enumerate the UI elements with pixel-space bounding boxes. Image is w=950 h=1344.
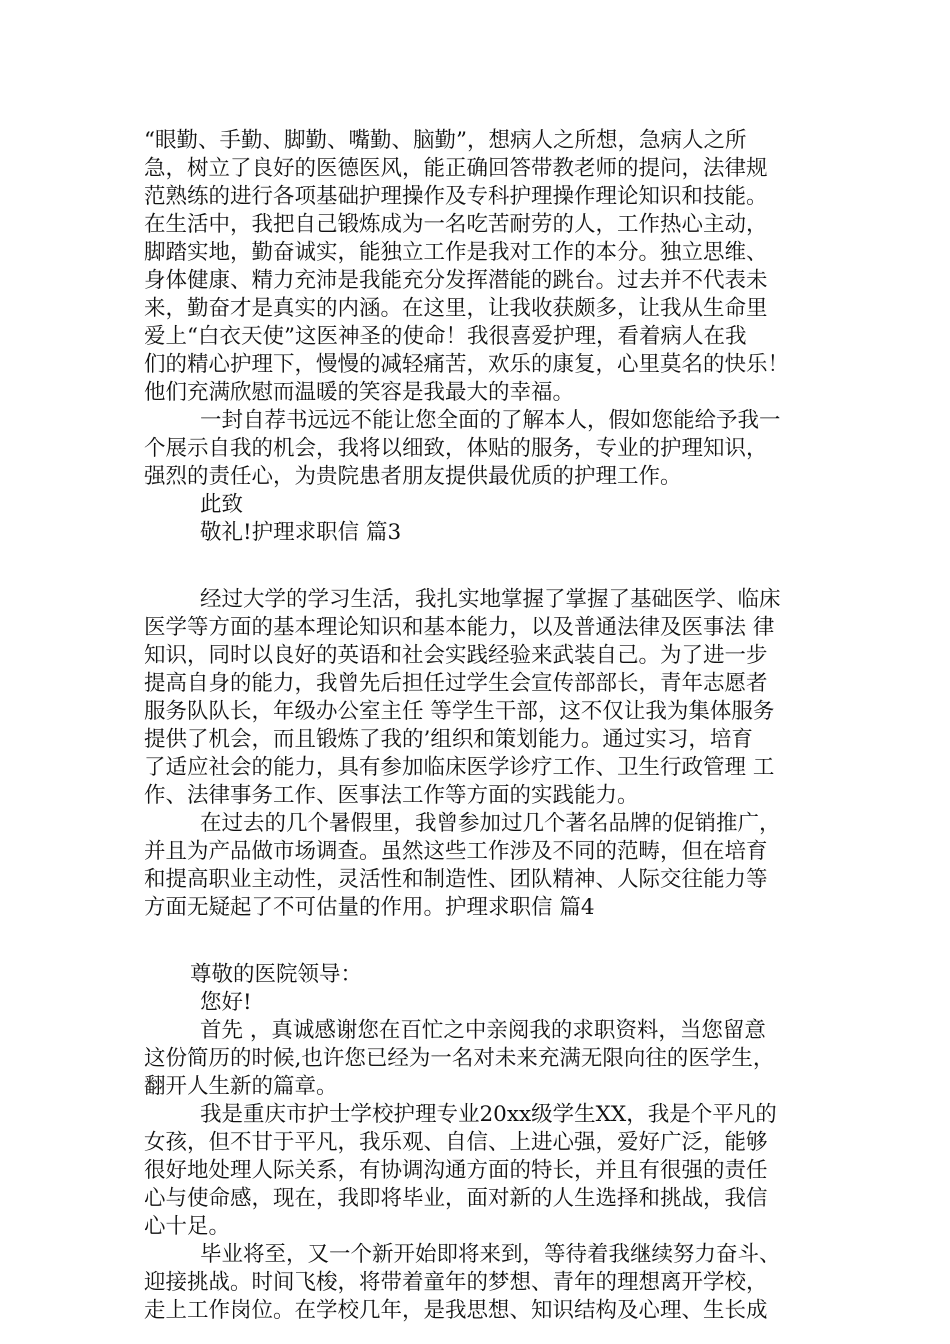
paragraph-start-line: 毕业将至，又一个新开始即将来到，等待着我继续努力奋斗、: [200, 1242, 781, 1267]
text-line: 急，树立了良好的医德医风，能正确回答带教老师的提问，法律规: [144, 156, 768, 181]
paragraph-start-line: 我是重庆市护士学校护理专业20xx级学生XX，我是个平凡的: [200, 1102, 777, 1127]
paragraph-start-line: 一封自荐书远远不能让您全面的了解本人，假如您能给予我一: [200, 408, 781, 433]
text-line: 在生活中，我把自己锻炼成为一名吃苦耐劳的人，工作热心主动，: [144, 212, 768, 237]
text-line: 身体健康、精力充沛是我能充分发挥潜能的跳台。过去并不代表未: [144, 268, 768, 293]
text-line: 提高自身的能力，我曾先后担任过学生会宣传部部长，青年志愿者: [144, 671, 768, 696]
text-line: 他们充满欣慰而温暖的笑容是我最大的幸福。: [144, 380, 575, 405]
closing-line: 此致: [200, 492, 244, 517]
paragraph-start-line: 在过去的几个暑假里，我曾参加过几个著名品牌的促销推广，: [200, 811, 781, 836]
text-line: 医学等方面的基本理论知识和基本能力，以及普通法律及医事法 律: [144, 615, 775, 640]
text-line: 走上工作岗位。在学校几年，是我思想、知识结构及心理、生长成: [144, 1298, 768, 1323]
text-line: 爱上“白衣天使”这医神圣的使命！我很喜爱护理，看着病人在我: [144, 324, 747, 349]
text-line: 这份简历的时候,也许您已经为一名对未来充满无限向往的医学生，: [144, 1046, 775, 1071]
text-line: “眼勤、手勤、脚勤、嘴勤、脑勤”，想病人之所想，急病人之所: [144, 128, 747, 153]
text-line: 并且为产品做市场调查。虽然这些工作涉及不同的范畴，但在培育: [144, 839, 768, 864]
salutation-line: 尊敬的医院领导：: [190, 962, 363, 987]
section-heading-line: 敬礼!护理求职信 篇3: [200, 520, 402, 545]
text-line: 范熟练的进行各项基础护理操作及专科护理操作理论知识和技能。: [144, 184, 768, 209]
text-line: 心十足。: [144, 1214, 231, 1239]
text-line: 们的精心护理下，慢慢的减轻痛苦，欢乐的康复，心里莫名的快乐！: [144, 352, 790, 377]
text-line: 很好地处理人际关系，有协调沟通方面的特长，并且有很强的责任: [144, 1158, 768, 1183]
text-line: 服务队队长，年级办公室主任 等学生干部，这不仅让我为集体服务: [144, 699, 775, 724]
text-line: 女孩，但不甘于平凡，我乐观、自信、上进心强，爱好广泛，能够: [144, 1130, 768, 1155]
greeting-line: 您好!: [200, 990, 252, 1015]
text-line: 脚踏实地，勤奋诚实，能独立工作是我对工作的本分。独立思维、: [144, 240, 768, 265]
text-line: 来，勤奋才是真实的内涵。在这里，让我收获颇多，让我从生命里: [144, 296, 768, 321]
text-line: 提供了机会，而且锻炼了我的’组织和策划能力。通过实习，培育: [144, 727, 753, 752]
text-line: 和提高职业主动性，灵活性和制造性、团队精神、人际交往能力等: [144, 867, 768, 892]
text-line: 心与使命感，现在，我即将毕业，面对新的人生选择和挑战，我信: [144, 1186, 768, 1211]
text-line: 了适应社会的能力，具有参加临床医学诊疗工作、卫生行政管理 工: [144, 755, 775, 780]
text-line: 作、法律事务工作、医事法工作等方面的实践能力。: [144, 783, 639, 808]
text-line: 翻开人生新的篇章。: [144, 1074, 338, 1099]
paragraph-start-line: 经过大学的学习生活，我扎实地掌握了掌握了基础医学、临床: [200, 587, 781, 612]
text-line: 知识，同时以良好的英语和社会实践经验来武装自己。为了进一步: [144, 643, 768, 668]
text-line: 个展示自我的机会，我将以细致，体贴的服务，专业的护理知识，: [144, 436, 768, 461]
text-line: 迎接挑战。时间飞梭，将带着童年的梦想、青年的理想离开学校，: [144, 1270, 768, 1295]
text-line: 方面无疑起了不可估量的作用。护理求职信 篇4: [144, 895, 595, 920]
paragraph-start-line: 首先 ，真诚感谢您在百忙之中亲阅我的求职资料，当您留意: [200, 1018, 766, 1043]
text-line: 强烈的责任心，为贵院患者朋友提供最优质的护理工作。: [144, 464, 682, 489]
